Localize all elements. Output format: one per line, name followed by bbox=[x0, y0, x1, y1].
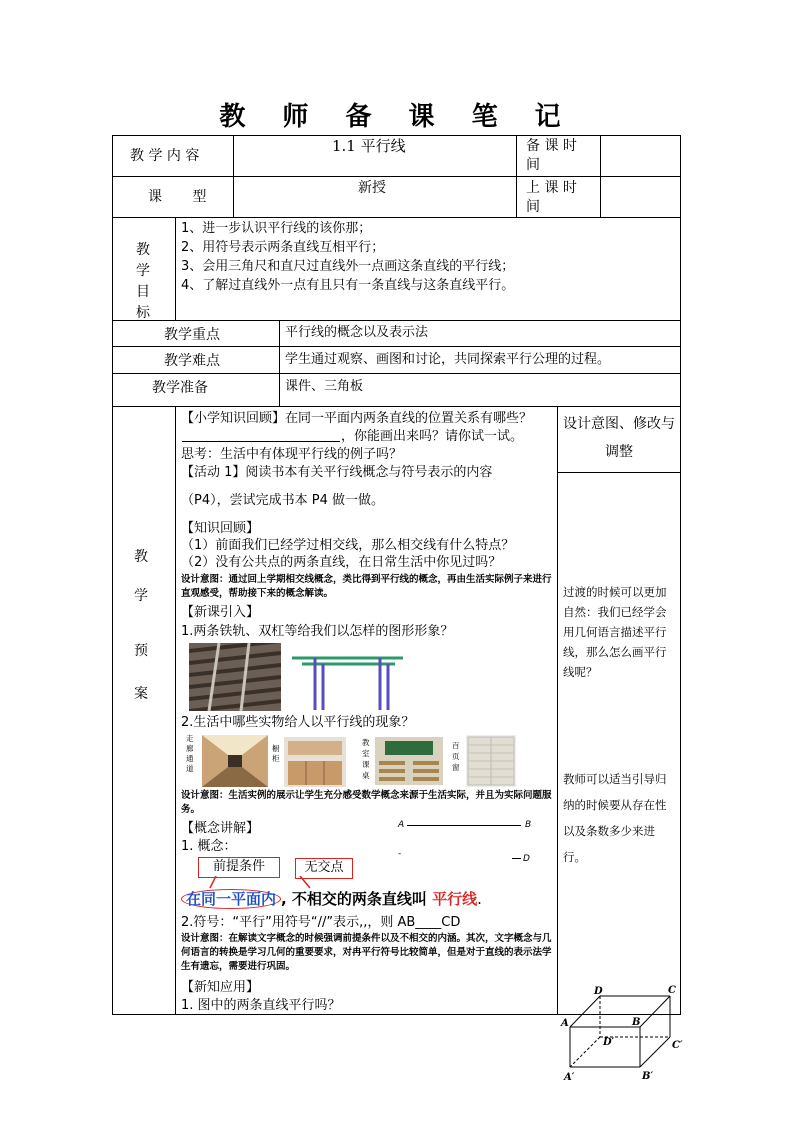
plan-label-char: 案 bbox=[134, 686, 148, 702]
content-value: 1.1 平行线 bbox=[332, 137, 406, 155]
preparation-value: 课件、三角板 bbox=[285, 379, 364, 394]
cube-label: C′ bbox=[672, 1040, 683, 1051]
goal-item: 4、了解过直线外一点有且只有一条直线与这条直线平行。 bbox=[181, 278, 515, 293]
corridor-photo bbox=[202, 735, 268, 787]
side-header: 设计意图、修改与调整 bbox=[563, 416, 675, 460]
line-ab bbox=[407, 825, 521, 826]
photo-label-classroom: 教室课桌 bbox=[362, 738, 370, 780]
concept-label: 1. 概念： bbox=[181, 839, 237, 854]
application-question-1: 1. 图中的两条直线平行吗？ bbox=[181, 998, 341, 1013]
symbol-line: 2.符号：“平行”用符号“//”表示,,，则 AB____CD bbox=[181, 915, 461, 930]
intro-question-1: 1.两条铁轨、双杠等给我们以怎样的图形形象？ bbox=[181, 624, 454, 639]
review-line-1: 【小学知识回顾】在同一平面内两条直线的位置关系有哪些？ bbox=[181, 411, 533, 426]
design-intent-3: 设计意图：在解读文字概念的时候强调前提条件以及不相交的内涵。其次，文字概念与几何语言的转换是学习几何的重要要求，对冉平行符号比较简单，但是对于直线的表示法学生有遗忘，需要进行巩固。 bbox=[181, 933, 552, 972]
photo-label-cabinet: 橱柜 bbox=[272, 744, 280, 763]
design-intent-2: 设计意图：生活实例的展示让学生充分感受数学概念来源于生活实际，并且为实际问题服务。 bbox=[181, 790, 552, 815]
class-time-label: 上 课 时 间 bbox=[526, 180, 577, 215]
prep-time-label: 备 课 时 间 bbox=[526, 138, 577, 173]
page-title: 教 师 备 课 笔 记 bbox=[219, 102, 575, 132]
knowledge-review: 【知识回顾】 bbox=[181, 521, 260, 536]
difficulties-value: 学生通过观察、画图和讨论，共同探索平行公理的过程。 bbox=[285, 352, 611, 367]
goal-item: 3、会用三角尺和直尺过直线外一点画这条直线的平行线； bbox=[181, 259, 515, 274]
goal-item: 1、进一步认识平行线的该你那； bbox=[181, 221, 372, 236]
definition-premise: 在同一平面内 bbox=[181, 889, 281, 909]
difficulties-label: 教学难点 bbox=[164, 353, 220, 369]
application-heading: 【新知应用】 bbox=[181, 980, 260, 995]
parallel-bars-image bbox=[290, 650, 405, 712]
review-q1: （1）前面我们已经学过相交线，那么相交线有什么特点？ bbox=[181, 538, 515, 553]
preparation-label: 教学准备 bbox=[152, 380, 208, 396]
key-points-value: 平行线的概念以及表示法 bbox=[285, 325, 429, 340]
plan-label-char: 学 bbox=[134, 588, 148, 604]
key-points-label: 教学重点 bbox=[164, 327, 220, 343]
definition-line bbox=[181, 888, 482, 910]
cube-label: B′ bbox=[642, 1071, 654, 1082]
cube-label: D bbox=[594, 986, 603, 997]
point-label-b: B bbox=[525, 820, 532, 830]
design-note-2: 教师可以适当引导归纳的时候要从存在性以及条数多少来进行。 bbox=[563, 772, 667, 864]
line-mark: - bbox=[398, 849, 402, 859]
cabinet-photo bbox=[284, 737, 346, 787]
plan-label-char: 预 bbox=[134, 643, 148, 659]
goal-item: 2、用符号表示两条直线互相平行； bbox=[181, 240, 385, 255]
cube-label: B bbox=[632, 1017, 641, 1028]
line-cd bbox=[512, 858, 521, 859]
definition-end: . bbox=[477, 890, 482, 908]
classroom-photo bbox=[375, 737, 443, 785]
design-note-1: 过渡的时候可以更加自然：我们已经学会用几何语言描述平行线，那么怎么画平行线呢？ bbox=[563, 585, 667, 679]
photo-label-blinds: 百页窗 bbox=[452, 741, 460, 772]
photo-label-corridor: 走廊通道 bbox=[186, 734, 194, 773]
type-value: 新授 bbox=[358, 180, 386, 196]
railway-photo bbox=[189, 643, 281, 711]
design-intent-1: 设计意图：通过回上学期相交线概念，类比得到平行线的概念，再由生活实际例子来进行直观感受，帮助接下来的概念解读。 bbox=[181, 574, 552, 599]
cube-label: C bbox=[668, 985, 676, 996]
new-lesson-heading: 【新课引入】 bbox=[181, 605, 260, 620]
no-intersection-box: 无交点 bbox=[295, 858, 353, 879]
point-label-a: A bbox=[398, 820, 405, 830]
think-question: 思考：生活中有体现平行线的例子吗？ bbox=[181, 447, 403, 462]
goals-label: 教学目标 bbox=[136, 242, 150, 321]
blinds-photo bbox=[466, 735, 516, 787]
cube-label: D′ bbox=[603, 1037, 615, 1048]
type-label: 课 型 bbox=[148, 189, 207, 205]
cube-label: A′ bbox=[564, 1072, 575, 1083]
activity-1b: （P4），尝试完成书本 P4 做一做。 bbox=[181, 493, 384, 508]
premise-box: 前提条件 bbox=[198, 857, 280, 878]
activity-1: 【活动 1】阅读书本有关平行线概念与符号表示的内容 bbox=[181, 465, 493, 480]
review-line-2: ，你能画出来吗？请你试一试。 bbox=[341, 429, 524, 444]
definition-body: , 不相交的两条直线叫 bbox=[281, 890, 427, 908]
content-label: 教 学 内 容 bbox=[130, 148, 200, 164]
point-label-d: D bbox=[523, 854, 530, 864]
plan-label-char: 教 bbox=[134, 549, 148, 565]
cube-label: A bbox=[561, 1018, 569, 1029]
concept-heading: 【概念讲解】 bbox=[181, 821, 260, 836]
cube-figure bbox=[560, 985, 690, 1085]
intro-question-2: 2.生活中哪些实物给人以平行线的现象？ bbox=[181, 715, 415, 730]
review-q2: （2）没有公共点的两条直线，在日常生活中你见过吗？ bbox=[181, 555, 502, 570]
definition-term: 平行线 bbox=[426, 890, 478, 908]
blank-line bbox=[182, 441, 340, 442]
